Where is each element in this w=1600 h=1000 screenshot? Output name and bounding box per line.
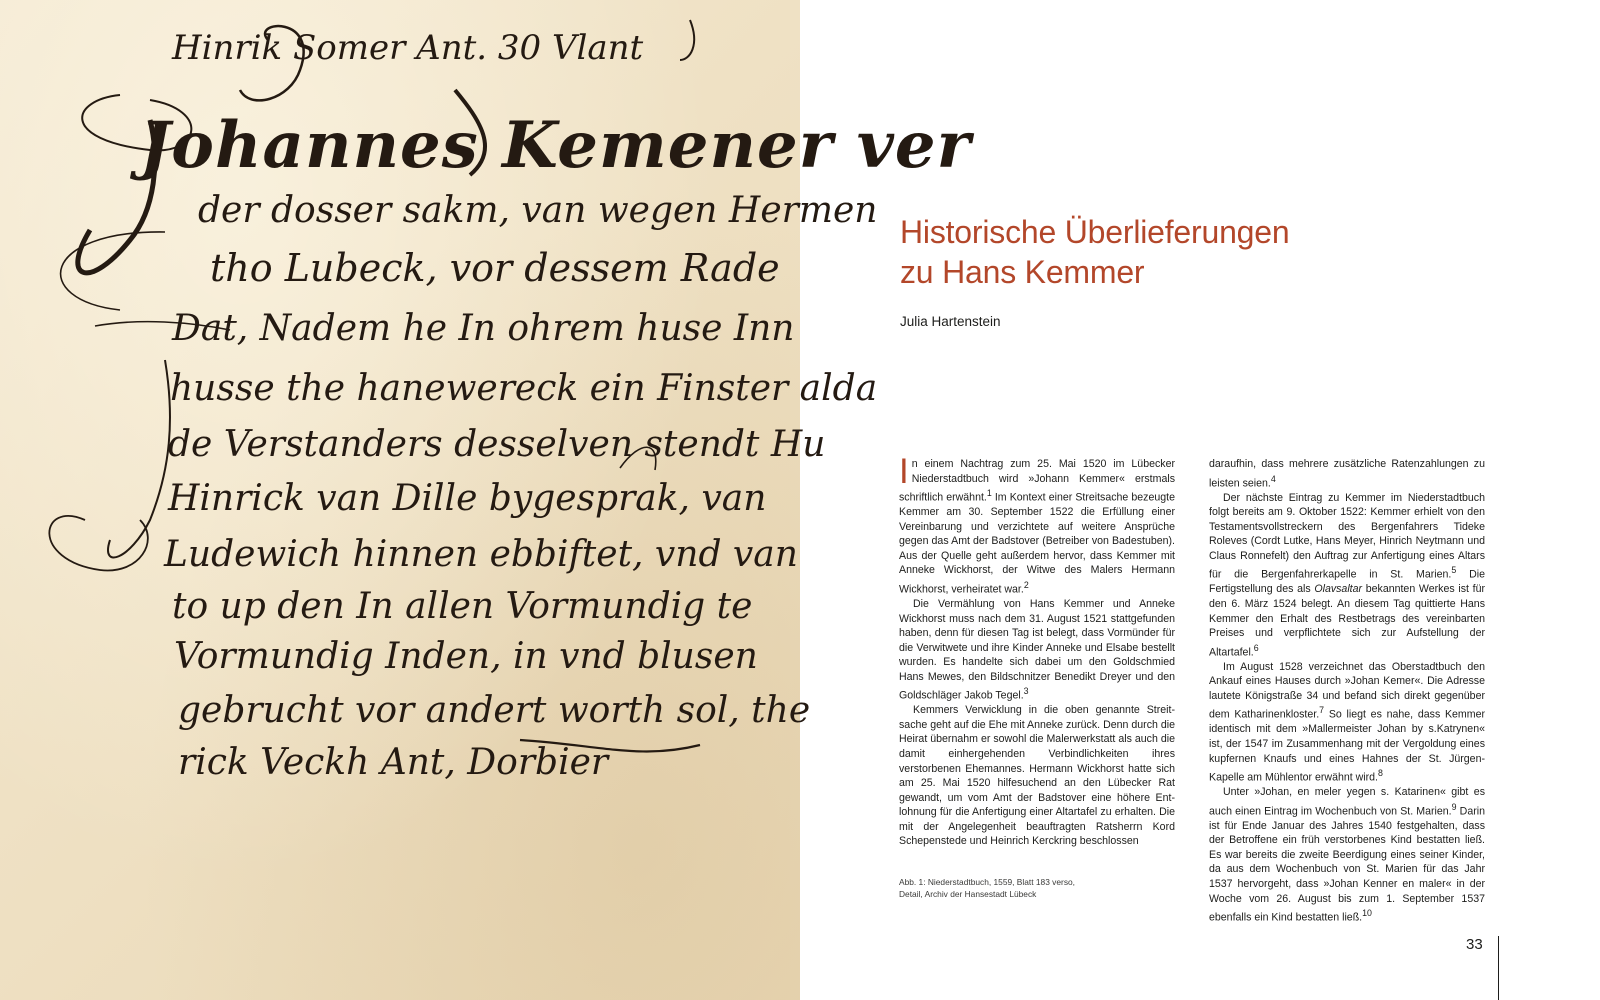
caption-line: Abb. 1: Niederstadtbuch, 1559, Blatt 183 verso, — [899, 877, 1075, 887]
text-column-right — [1209, 457, 1485, 925]
paragraph: daraufhin, dass mehrere zusätzliche Ratenzahlungen zu leisten seien.$^4$ — [1209, 458, 1485, 490]
page-number: 33 — [1466, 936, 1483, 953]
footnote-ref: 10 — [1362, 908, 1372, 919]
manuscript-line: gebrucht vor andert worth sol, the — [178, 690, 811, 731]
flourish-v — [680, 20, 694, 60]
manuscript-line: Hinrik Somer Ant. 30 Vlant — [172, 28, 644, 68]
caption-line: Detail, Archiv der Hansestadt Lübeck — [899, 889, 1037, 899]
paragraph: Unter »Johan, en meler yegen s. Katarinen« gibt es auch einen Eintrag im Wochenbuch von St. Marien.$^9$ Darin ist für Ende Januar des Jahres 1540 festgehalten, dass der Betroffene ein früh verstorbenes Kind bestatten ließ. Es war bereits die zweite Beerdigung eines seiner Kinder, da aus dem Wochenbuch von St. Marien für das Jahr 1537 hervorgeht, dass »Johan Kenner en maler« in der Woche vom 26. August bis zum 1. September 1537 ebenfalls ein Kind bestatten ließ.$^{10}$ — [1209, 786, 1485, 924]
manuscript-line: Hinrick van Dille bygesprak, van — [168, 478, 767, 519]
flourish-loop-b — [49, 516, 147, 571]
footnote-ref: 5 — [1451, 565, 1457, 576]
footnote-ref: 1 — [986, 488, 992, 499]
paragraph: Der nächste Eintrag zu Kemmer im Niederstadtbuch folgt bereits am 9. Oktober 1522: Kemmer erhielt von den Testamentsvollstreckern des Bergenfahrers Tideke Roleves (Cordt Lutke, Hans Meyer, Hinrich Neytmann und Claus Ronnefelt) den Auftrag zur Anfertigung eines Altars für die Bergenfahrerkapelle in St. Marien.$^5$ Die Fertigstellung des als Olavsaltar bekannten Werkes ist für den 6. März 1524 belegt. An diesem Tag quittierte Hans Kemmer den Erhalt des Restbetrags des vereinbarten Preises und verpflichtete sich zur Aufstellung der Altartafel.$^6$ — [1209, 491, 1486, 659]
article-title — [900, 212, 1289, 292]
flourish-loop-a — [61, 232, 165, 310]
manuscript-line: husse the hanewereck ein Finster alda — [170, 368, 878, 409]
manuscript-line: to up den In allen Vormundig te — [172, 586, 753, 627]
flourish-h — [108, 360, 170, 557]
manuscript-line: der dosser sakm, van wegen Hermen — [198, 190, 878, 231]
manuscript-line: de Verstanders desselven stendt Hu — [168, 424, 826, 465]
page-number-rule — [1498, 936, 1499, 1000]
footnote-ref: 2 — [1023, 579, 1029, 590]
footnote-ref: 9 — [1451, 801, 1457, 812]
paragraph: Im August 1528 verzeichnet das Oberstadtbuch den Ankauf eines Hauses durch »Johan Kemer«. Die Adresse lautete Königstraße 34 und befand sich direkt gegenüber dem Katharinenkloster.$^7$ So liegt es nahe, dass Kemmer identisch mit dem »Mallermeister Johan by s.Katrynen« ist, der 1547 im Zusammenhang mit der Vergoldung eines kupfernen Knaufs und eines Hahnes der St. Jürgen-Kapelle am Mühlentor erwähnt wird.$^8$ — [1209, 660, 1485, 784]
drop-cap: I — [899, 452, 909, 491]
footnote-ref: 6 — [1253, 642, 1259, 653]
figure-caption — [899, 876, 1139, 900]
footnote-ref: 3 — [1023, 686, 1029, 697]
manuscript-heading: Johannes Kemener ver — [140, 108, 972, 183]
manuscript-line: tho Lubeck, vor dessem Rade — [210, 246, 780, 290]
article-title-line: Historische Überlieferungen — [900, 214, 1290, 250]
article-page — [800, 0, 1600, 1000]
article-title-line: zu Hans Kemmer — [900, 254, 1145, 290]
paragraph: In einem Nachtrag zum 25. Mai 1520 im Lübecker Niederstadtbuch wird »Johann Kemmer« erstmals schriftlich erwähnt.$^1$ Im Kontext einer Streitsache bezeugte Kemmer am 30. September 1522 die Erfüllung einer Vereinbarung und verzichtete auf weitere Ansprüche gegen das Amt der Badstover (Betreiber von Badestuben). Aus der Quelle geht außerdem hervor, dass Kemmer mit Anneke Wickhorst, der Witwe des Malers Hermann Wickhorst, verheiratet war.$^2$ — [899, 452, 1175, 596]
work-title: Olavsaltar — [1314, 583, 1363, 596]
manuscript-line: Dat, Nadem he In ohrem huse Inn — [172, 308, 795, 349]
text-column-left — [899, 452, 1175, 849]
manuscript-line: rick Veckh Ant, Dorbier — [178, 742, 609, 783]
manuscript-line: Vormundig Inden, in vnd blusen — [174, 636, 758, 677]
paragraph: Die Vermählung von Hans Kemmer und Anneke Wickhorst muss nach dem 31. August 1521 stattgefunden haben, denn für diesen Tag ist belegt, dass Vormünder für die Verwitwete und ihre Kinder Anneke und Elsabe bestellt wurden. Es handelte sich dabei um den Goldschmied Hans Mewes, den Bildschnitzer Benedikt Dreyer und den Goldschläger Jakob Tegel.$^3$ — [899, 597, 1175, 702]
footnote-ref: 7 — [1319, 705, 1325, 716]
footnote-ref: 8 — [1378, 768, 1383, 779]
footnote-ref: 4 — [1270, 473, 1276, 484]
manuscript-line: Ludewich hinnen ebbiftet, vnd van — [164, 534, 798, 575]
article-author: Julia Hartenstein — [900, 314, 1001, 329]
paragraph: Kemmers Verwicklung in die oben genannte Streitsache geht auf die Ehe mit Anneke zurück. Denn durch die Heirat übernahm er sowohl die Malerwerkstatt als auch die damit einhergehenden Verbindlichkeiten ihres verstorbenen Ehemannes. Hermann Wickhorst hatte sich am 25. Mai 1520 hilfesuchend an den Lübecker Rat gewandt, um vom Amt der Badstover eine höhere Entlohnung für die Anfertigung einer Altartafel zu erhalten. Die mit der Angelegenheit beauftragten Ratsherrn Kord Schepenstede und Heinrich Kerckring beschlossen — [899, 704, 1175, 848]
